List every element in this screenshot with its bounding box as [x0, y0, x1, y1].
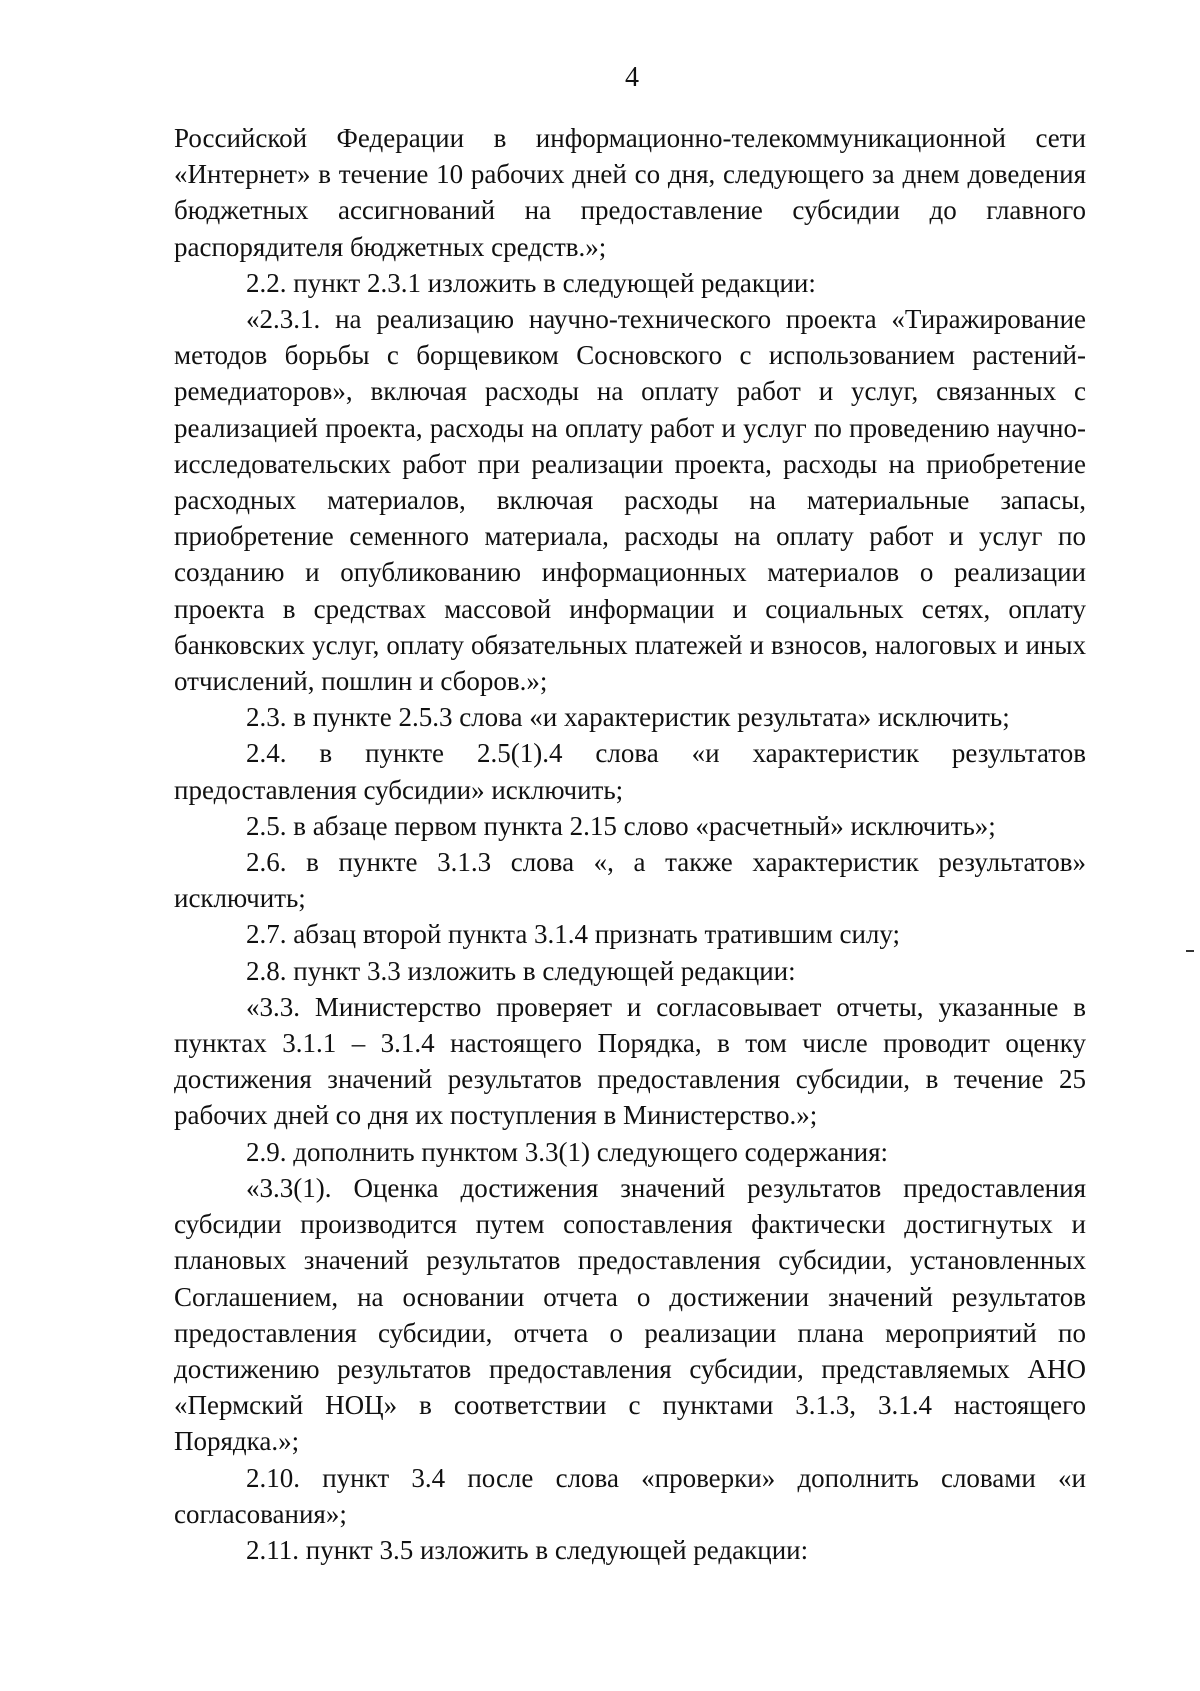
scan-edge-mark — [1186, 950, 1194, 952]
paragraph-2-3-1-text: «2.3.1. на реализацию научно-технического проекта «Тиражирование методов борьбы с борщевиком Сосновского с использованием растений-ремедиаторов», включая расходы на оплату работ и услуг, связанных с реализацией проекта, расходы на оплату работ и услуг по проведению научно-исследовательских работ при реализации проекта, расходы на приобретение расходных материалов, включая расходы на материальные запасы, приобретение семенного материала, расходы на оплату работ и услуг по созданию и опубликованию информационных материалов о реализации проекта в средствах массовой информации и социальных сетях, оплату банковских услуг, оплату обязательных платежей и взносов, налоговых и иных отчислений, пошлин и сборов.»; — [174, 304, 1086, 697]
paragraph-3-3-1-text: «3.3(1). Оценка достижения значений результатов предоставления субсидии производится путем сопоставления фактически достигнутых и плановых значений результатов предоставления субсидии, установленных Соглашением, на основании отчета о достижении значений результатов предоставления субсидии, отчета о реализации плана мероприятий по достижению результатов предоставления субсидии, представляемых АНО «Пермский НОЦ» в соответствии с пунктами 3.1.3, 3.1.4 настоящего Порядка.»; — [174, 1172, 1086, 1457]
paragraph-2-5: 2.5. в абзаце первом пункта 2.15 слово «расчетный» исключить»; — [246, 810, 996, 841]
document-body — [174, 120, 1086, 1568]
paragraph-2-10: 2.10. пункт 3.4 после слова «проверки» дополнить словами «и согласования»; — [174, 1462, 1086, 1529]
paragraph-2-3: 2.3. в пункте 2.5.3 слова «и характеристик результата» исключить; — [246, 702, 1010, 733]
paragraph-2-11: 2.11. пункт 3.5 изложить в следующей редакции: — [246, 1534, 809, 1565]
paragraph-2-6: 2.6. в пункте 3.1.3 слова «, а также характеристик результатов» исключить; — [174, 847, 1086, 914]
paragraph-2-9: 2.9. дополнить пунктом 3.3(1) следующего содержания: — [246, 1136, 889, 1167]
paragraph-3-3-text: «3.3. Министерство проверяет и согласовывает отчеты, указанные в пунктах 3.1.1 – 3.1.4 настоящего Порядка, в том числе проводит оценку достижения значений результатов предоставления субсидии, в течение 25 рабочих дней со дня их поступления в Министерство.»; — [174, 991, 1086, 1131]
page-number: 4 — [625, 62, 639, 93]
paragraph-2-2: 2.2. пункт 2.3.1 изложить в следующей редакции: — [246, 267, 816, 298]
paragraph-continuation: Российской Федерации в информационно-телекоммуникационной сети «Интернет» в течение 10 рабочих дней со дня, следующего за днем доведения бюджетных ассигнований на предоставление субсидии до главного распорядителя бюджетных средств.»; — [174, 123, 1086, 262]
paragraph-2-4: 2.4. в пункте 2.5(1).4 слова «и характеристик результатов предоставления субсидии» исключить; — [174, 738, 1086, 805]
paragraph-2-8: 2.8. пункт 3.3 изложить в следующей редакции: — [246, 955, 796, 986]
paragraph-2-7: 2.7. абзац второй пункта 3.1.4 признать тратившим силу; — [246, 919, 901, 950]
